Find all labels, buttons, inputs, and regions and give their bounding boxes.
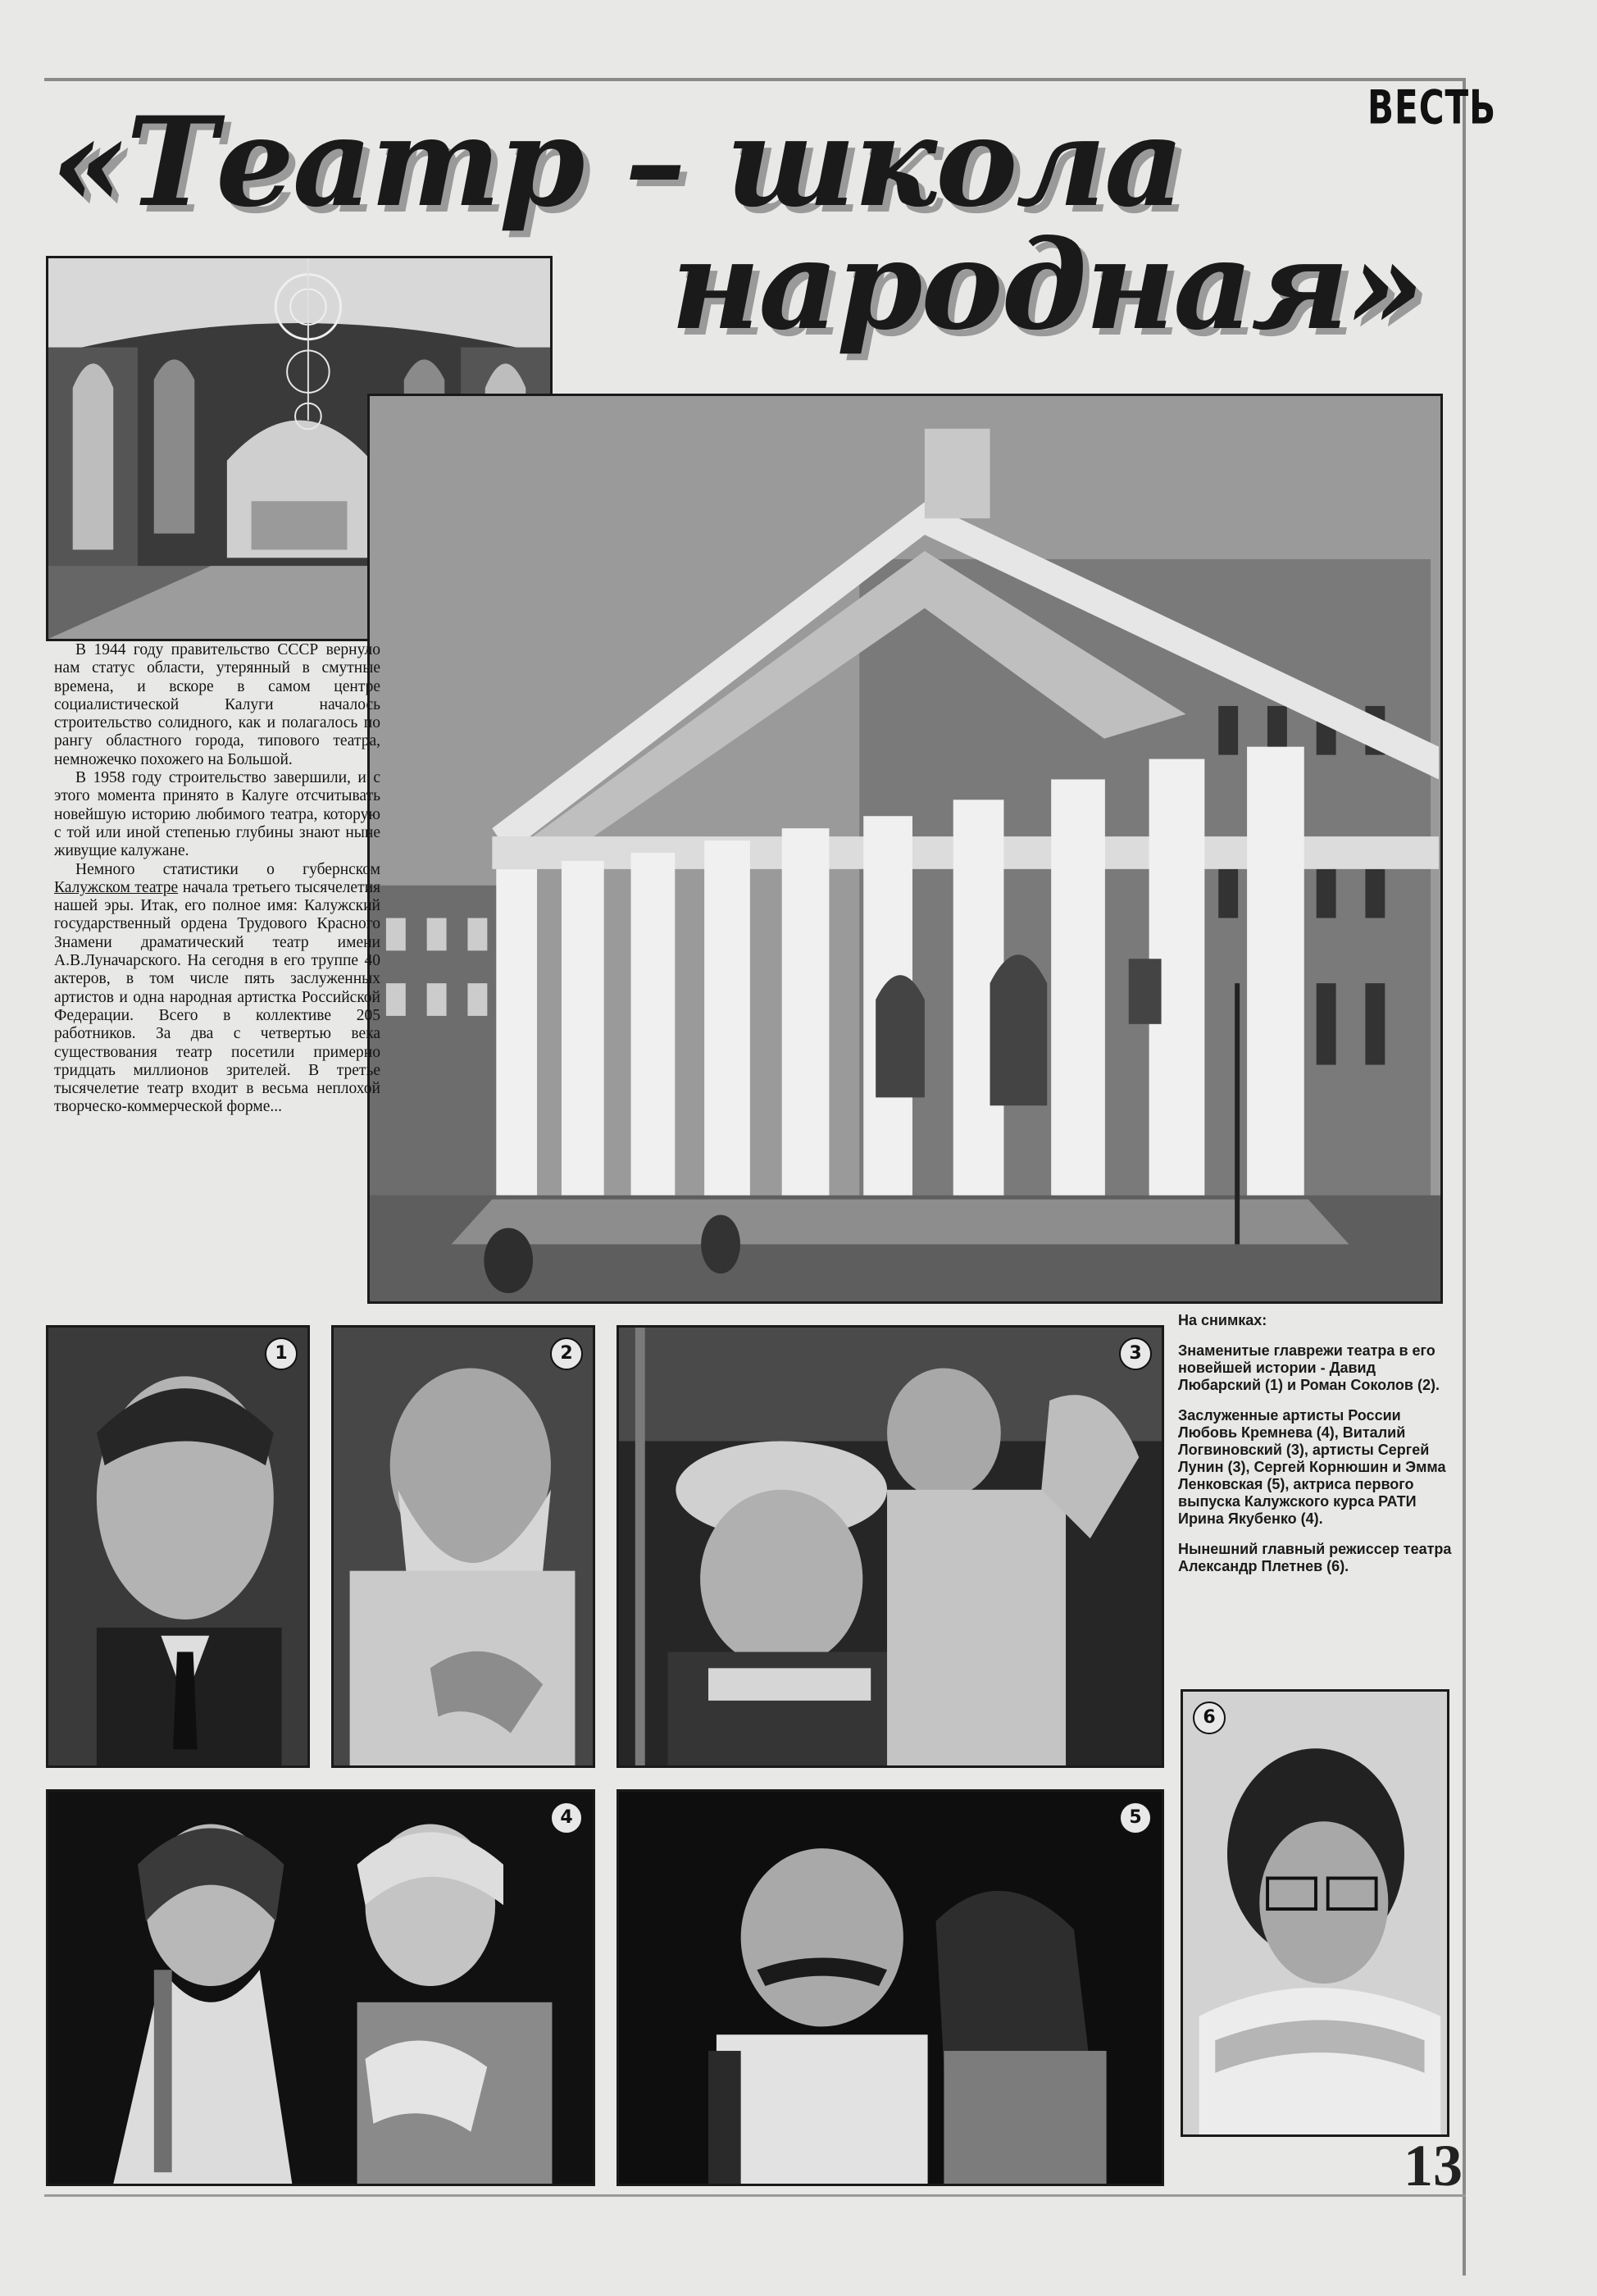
bottom-rule (44, 2194, 1466, 2197)
portrait-photo-6 (1181, 1689, 1449, 2137)
photo-number-4: 4 (550, 1802, 583, 1834)
caption-paragraph-3: Нынешний главный режиссер театра Александр Плетнев (6). (1178, 1541, 1452, 1574)
theatre-building-photo (367, 394, 1443, 1304)
article-paragraph-2: В 1958 году строительство завершили, и с этого момента принято в Калуге отсчитывать новейшую историю любимого театра, которую с той или иной степенью глубины знают ныне живущие калужане. (54, 769, 380, 860)
right-rule (1463, 78, 1466, 2276)
kaluga-theatre-underlined: Калужском театре (54, 878, 179, 896)
article-body (54, 641, 380, 1117)
captions-heading: На снимках: (1178, 1312, 1267, 1328)
headline-line-1: «Театр – школа (51, 90, 1183, 235)
portrait-photo-1 (46, 1325, 310, 1768)
stage-photo-4 (46, 1789, 595, 2186)
photo-captions (1178, 1312, 1457, 1588)
article-paragraph-3-start: Немного статистики о губернском (75, 860, 380, 878)
photo-number-5: 5 (1119, 1802, 1152, 1834)
top-rule (44, 78, 1463, 81)
caption-paragraph-1: Знаменитые главрежи театра в его новейшей истории - Давид Любарский (1) и Роман Соколов (2). (1178, 1342, 1440, 1393)
stage-photo-3 (617, 1325, 1164, 1768)
photo-number-3: 3 (1119, 1337, 1152, 1370)
photo-number-6: 6 (1193, 1702, 1226, 1734)
article-paragraph-1: В 1944 году правительство СССР вернуло нам статус области, утерянный в смутные времена, и вскоре в самом центре социалистической Калуги началось строительство солидного, как и полагалось по рангу областного города, типового театра, немножечко похожего на Большой. (54, 641, 380, 768)
newspaper-brand: ВЕСТЬ (1367, 80, 1497, 135)
page-number: 13 (1404, 2133, 1463, 2198)
portrait-photo-2 (331, 1325, 595, 1768)
photo-number-1: 1 (265, 1337, 298, 1370)
headline-line-2: народная» (671, 213, 1423, 358)
article-paragraph-3-end: начала третьего тысячелетия нашей эры. Итак, его полное имя: Калужский государственный ордена Трудового Красного Знамени драматический театр имени А.В.Луначарского. На сегодня в его труппе 40 актеров, в том числе пять заслуженных артистов и одна народная артистка Российской Федерации. Всего в коллективе 205 работников. За два с четвертью века существования театр посетили примерно тридцать миллионов зрителей. В третье тысячелетие театр входит в весьма неплохой творческо-коммерческой форме... (54, 878, 380, 1116)
caption-paragraph-2: Заслуженные артисты России Любовь Кремнева (4), Виталий Логвиновский (3), артисты Сергей Лунин (3), Сергей Корнюшин и Эмма Ленковская (5), актриса первого выпуска Калужского курса РАТИ Ирина Якубенко (4). (1178, 1407, 1446, 1527)
photo-number-2: 2 (550, 1337, 583, 1370)
stage-photo-5 (617, 1789, 1164, 2186)
article-paragraph-3 (54, 861, 380, 1117)
